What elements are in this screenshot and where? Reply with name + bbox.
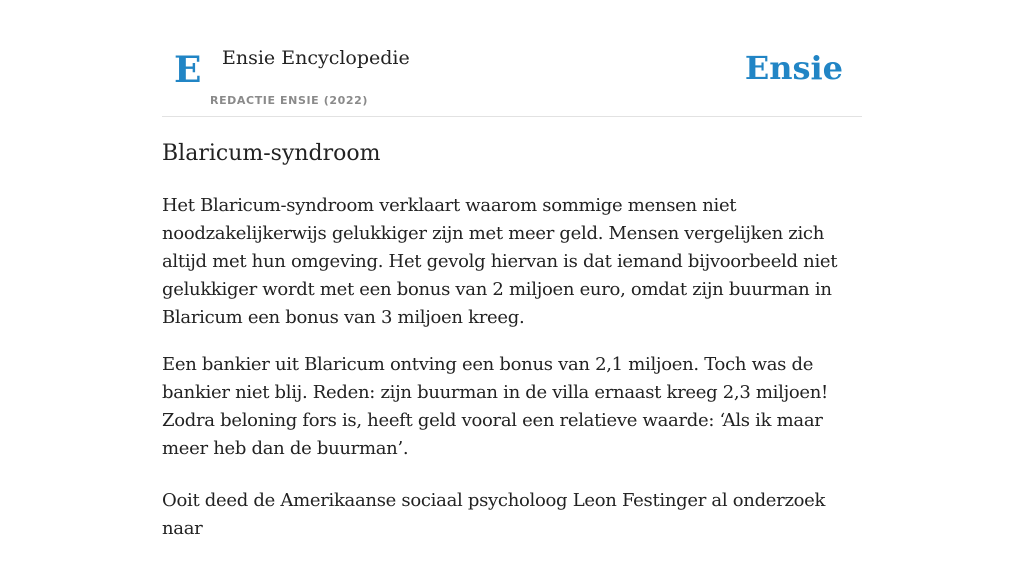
article-paragraph: Ooit deed de Amerikaanse sociaal psycholoog Leon Festinger al onderzoek naar — [162, 490, 826, 539]
ensie-logo-icon[interactable]: E — [174, 49, 202, 91]
author-credit: REDACTIE ENSIE (2022) — [210, 94, 368, 107]
site-title[interactable]: Ensie Encyclopedie — [222, 47, 410, 69]
article-body — [162, 192, 862, 562]
article-paragraph: Het Blaricum-syndroom verklaart waarom sommige mensen niet noodzakelijkerwijs gelukkiger zijn met meer geld. Mensen vergelijken zich altijd met hun omgeving. Het gevolg hiervan is dat iemand bijvoorbeeld niet gelukkiger wordt met een bonus van 2 miljoen euro, omdat zijn buurman in Blaricum een bonus van 3 miljoen kreeg. — [162, 195, 838, 328]
site-header — [162, 0, 862, 117]
article-paragraph: Een bankier uit Blaricum ontving een bonus van 2,1 miljoen. Toch was de bankier niet blij. Reden: zijn buurman in de villa ernaast kreeg 2,3 miljoen! Zodra beloning fors is, heeft geld vooral een relatieve waarde: ‘Als ik maar meer heb dan de buurman’. — [162, 354, 828, 459]
brand-logo[interactable]: Ensie — [744, 49, 843, 87]
article-title: Blaricum-syndroom — [162, 141, 381, 166]
